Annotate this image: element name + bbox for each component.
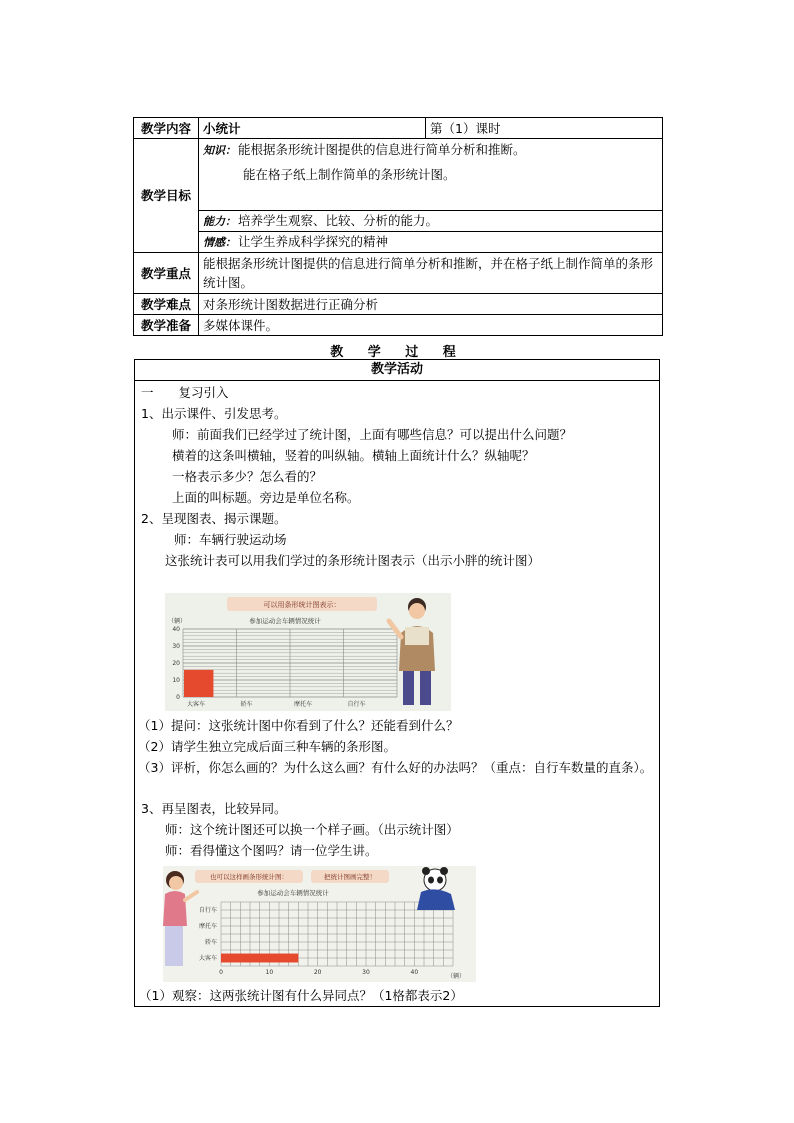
teacher-line-2: 横着的这条叫横轴，竖着的叫纵轴。横轴上面统计什么？纵轴呢？ <box>172 448 535 463</box>
question-2: （2）请学生独立完成后面三种车辆的条形图。 <box>138 739 396 754</box>
ability-tag: 能力： <box>203 215 236 228</box>
teacher-line-5: 师：车辆行驶运动场 <box>174 532 287 547</box>
goal-knowledge <box>199 139 663 211</box>
chart2-category-label: 自行车 <box>198 907 217 914</box>
chart1-title: 参加运动会车辆情况统计 <box>249 617 321 625</box>
knowledge-line1: 能根据条形统计图提供的信息进行简单分析和推断。 <box>238 142 526 157</box>
chart1-bar <box>184 670 213 697</box>
chart1-ytick: 30 <box>172 643 180 650</box>
chart2-banner2: 把统计图画完整！ <box>324 873 376 881</box>
question-3: （3）评析，你怎么画的？为什么这么画？有什么好的办法吗？（重点：自行车数量的直条）。 <box>138 760 653 775</box>
vertical-bar-chart-picture <box>165 593 451 711</box>
chart1-category-label: 摩托车 <box>294 701 313 708</box>
content-label: 教学内容 <box>134 118 199 139</box>
chart1-ytick: 0 <box>176 694 180 701</box>
chart1-ticks <box>172 626 180 701</box>
knowledge-line2: 能在格子纸上制作简单的条形统计图。 <box>243 167 456 182</box>
boy-figure-icon <box>389 598 435 705</box>
teacher-line-8: 师：看得懂这个图吗？请一位学生讲。 <box>165 843 378 858</box>
teacher-line-7: 师：这个统计图还可以换一个样子画。（出示统计图） <box>165 822 459 837</box>
observe-question: （1）观察：这两张统计图有什么异同点？（1格都表示2） <box>139 988 463 1003</box>
goal-label: 教学目标 <box>134 139 199 253</box>
teacher-line-6: 这张统计表可以用我们学过的条形统计图表示（出示小胖的统计图） <box>165 553 541 568</box>
chart2-xtick: 30 <box>362 969 370 976</box>
question-1: （1）提问：这张统计图中你看到了什么？还能看到什么？ <box>138 718 459 733</box>
chart2-xtick: 10 <box>265 969 274 976</box>
chart2-xtick: 0 <box>219 969 223 976</box>
section-review: 一 复习引入 <box>141 385 229 400</box>
chart2-bars <box>221 954 298 963</box>
prep-text: 多媒体课件。 <box>199 315 663 336</box>
chart1-ytick: 20 <box>172 660 180 667</box>
step-2: 2、呈现图表、揭示课题。 <box>141 511 287 526</box>
chart1-categories <box>187 700 366 708</box>
chart1-bars <box>184 670 213 697</box>
chart1-ytick: 40 <box>172 626 180 633</box>
chart2-banner1: 也可以这样画条形统计图： <box>210 873 288 881</box>
goal-emotion <box>199 232 663 253</box>
chart2-xtick: 20 <box>313 969 322 976</box>
ability-text: 培养学生观察、比较、分析的能力。 <box>238 213 439 228</box>
difficulty-text: 对条形统计图数据进行正确分析 <box>199 294 663 315</box>
prep-label: 教学准备 <box>134 315 199 336</box>
chart1-category-label: 大客车 <box>187 701 206 708</box>
chart1-grid <box>183 629 397 697</box>
lesson-info-table <box>133 117 663 336</box>
chart2-bar <box>221 954 298 963</box>
step-3: 3、再呈图表，比较异同。 <box>141 801 287 816</box>
process-title: 教 学 过 程 <box>330 345 466 360</box>
teacher-line-1: 师：前面我们已经学过了统计图，上面有哪些信息？可以提出什么问题？ <box>172 427 573 442</box>
emotion-text: 让学生养成科学探究的精神 <box>238 234 389 249</box>
goal-ability <box>199 211 663 232</box>
chart2-category-label: 大客车 <box>198 955 217 962</box>
key-label: 教学重点 <box>134 253 199 294</box>
horizontal-bar-chart-picture <box>163 866 476 982</box>
chart2-category-label: 摩托车 <box>198 923 217 930</box>
knowledge-tag: 知识： <box>203 144 236 157</box>
chart1-ylabel: （辆） <box>168 618 187 625</box>
chart2-xtick: 40 <box>410 969 419 976</box>
vertical-bar-chart <box>165 593 451 711</box>
lesson-number: 第（1）课时 <box>426 118 663 139</box>
chart1-category-label: 自行车 <box>347 701 366 708</box>
step-1: 1、出示课件、引发思考。 <box>141 406 287 421</box>
teacher-line-4: 上面的叫标题。旁边是单位名称。 <box>172 490 360 505</box>
chart1-category-label: 轿车 <box>240 701 253 708</box>
emotion-tag: 情感： <box>203 236 236 249</box>
chart2-categories <box>199 906 217 962</box>
panda-figure-icon <box>417 867 455 910</box>
activity-header: 教学活动 <box>135 360 659 381</box>
horizontal-bar-chart <box>163 866 476 982</box>
key-text: 能根据条形统计图提供的信息进行简单分析和推断，并在格子纸上制作简单的条形统计图。 <box>199 253 663 294</box>
chart1-banner: 可以用条形统计图表示： <box>263 601 341 609</box>
chart2-xlabel: （辆） <box>447 973 466 980</box>
teacher-line-3: 一格表示多少？怎么看的？ <box>172 469 323 484</box>
content-value: 小统计 <box>199 118 426 139</box>
chart2-ticks <box>219 969 418 976</box>
chart2-title: 参加运动会车辆情况统计 <box>257 889 329 897</box>
chart1-ytick: 10 <box>172 677 180 684</box>
girl-figure-icon <box>163 871 197 966</box>
chart2-category-label: 轿车 <box>204 939 217 946</box>
difficulty-label: 教学难点 <box>134 294 199 315</box>
